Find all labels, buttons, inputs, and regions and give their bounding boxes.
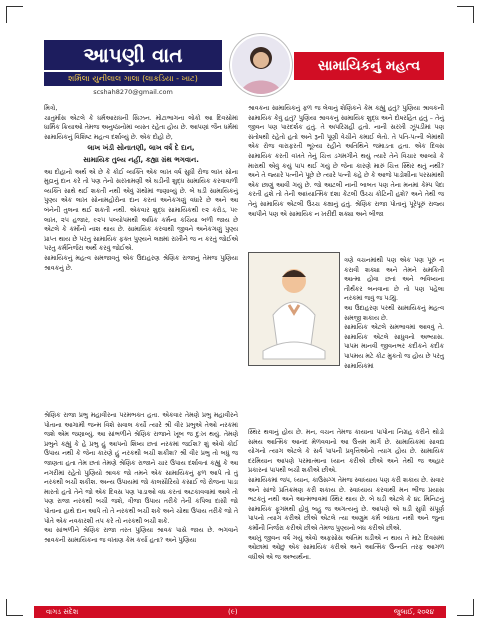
paragraph: ચાતુર્માસ એટલે કે ધર્મઆરાધની સિઝન. મોટાભાગના લોકો આ દિવસોમાં ધાર્મિક ક્રિયાઓ તેમજ અનુષ્ઠાનોમાં વ્યસ્ત રહેતા હોય છે. આપણાં જૈન ધર્મમાં સામાયિકનું વિશિષ્ટ મહત્વ દર્શાવ્યું છે. એક દોહો છે, [44,114,238,141]
meditation-illustration [248,252,340,366]
paragraph: સામાયિકનું મહત્વ સમજાવતું એક ઉદાહરણ શ્રેણિક રાજાનું તેમજ પુણિયા શ્રાવકનું છે. [44,254,238,272]
left-column [44,104,238,273]
paragraph: આ દોહાનો અર્થ એ છે કે કોઈ વ્યક્તિ એક લાખ વર્ષ સુધી રોજ લાખ સોના મુદ્રાનું દાન કરે તો પણ તેનો સરખામણી એ ઘડીની શુદ્ધ સામાયિક કરવાવાળી વ્યક્તિ સાથે થઈ શકતી નથી એવું ગ્રંથોમાં જણાવ્યું છે. બે ઘડી સામાયિકનું પુણ્ય એક લાખ સોનામહોરોના દાન કરતાં અનેકગણું વધારે છે અને આ બંનેની તુલના થઈ શકતી નથી. એકવાર શુદ્ધ સામાયિકથી ૯૨ કરોડ, ૫૯ લાખ, ૨૫ હજાર, ૯૨૫ પલ્યોપમથી અધિક કર્મના કચિયા બળી જાય છે એટલે કે કર્મોનો નાશ થાય છે. સામાયિક કરવાથી જીવને અનેકગણું પુણ્ય પ્રાપ્ત થાય છે પરંતુ સામાયિક ફક્ત પુણ્યને લક્ષમાં રાખીને જ ન કરતું જોઈએ પરંતુ કર્મનિર્જરા અર્થે કરવું જોઈએ. [44,168,238,253]
paragraph: સામાયિક એટલે સમભાવમાં આવવું તે. સામાયિક એટલે સાધુવનો અભ્યાસ. પાપમ માનવી જીવનભર કદીકને કદીક પાપમય મટે કોટ મુકતો જ હોય છે પરંતુ સામાયિકમાં [344,324,444,370]
paragraph: આખું જીવન વર્ષ ગયું એવો અફસોસ અંતિમ ઘડીએ ન થાય તે માટે દિવસમાં ઓછામાં ઓછું એક સામાયિક કરીએ અને આત્મિક ઉન્નતિ તરફ આગળ વધીએ એ જ અભ્યર્થના. [248,534,444,561]
crop-mark-top-left [6,6,23,23]
doha-line: લાખ ખંડી સોનાતણી, લાખ વર્ષ દે દાન, [87,144,195,153]
doha-line: સામાયિક તુલ્ય નહીં, કહ્યા ગ્રંથ ભગવાન. [83,155,199,164]
crop-mark-bottom-left [6,599,23,616]
issue-date: જુલાઈ, ૨૦૨૪ [393,608,434,616]
left-column-bottom [44,411,238,545]
magazine-name: વાગડ સંદેશ [46,608,79,616]
right-column-narrow [344,256,444,371]
paragraph: આ ઉદાહરણ પરથી સામાયિકનું મહત્વ સમજી શકાય છે. [344,304,444,322]
column-title: આપણી વાત [44,40,222,70]
paragraph: આ સાંભળીને શ્રેણિક રાજા તરત પુણિયા શ્રાવક પાસે જાય છે. ભગવાને શ્રાવકની સામાયિકના જ વખાણ કેમ કર્યા હતા? અને પુણિયા [44,527,238,544]
right-column-bottom [248,428,444,562]
crop-mark-bottom-right [457,599,474,616]
right-column [248,104,444,219]
paragraph: સ્થિર થવાનું હોય છે. મન, વચન તેમજ કાયાના પાપોના નિગ્રહ કરીને થોડો સમય આત્મિક આનંદ મેળવવાનો આ ઉત્તમ માર્ગ છે. સામાયિકમાં સાવદ્ય યોગનો ત્યાગ એટલે કે સર્વ પાપની પ્રવૃત્તિઓનો ત્યાગ હોય છે. સામાયિક દરમિયાન આપણે પરમાત્માના ધ્યાન કરીએ છીએ અને તેથી જ અહાર પ્રકારનાં પાપથી બચી શકીએ છીએ. [248,429,444,475]
greeting: મિત્રો, [44,105,58,112]
paragraph: શ્રેણિક રાજા પ્રભુ મહાવીરના પરમભક્ત હતા. એકવાર તેમણે પ્રભુ મહાવીરને પોતાના આગામી જન્મ વિશે સવાલ કર્યો ત્યારે શ્રી વીર પ્રભુએ તેઓ નરકમાં જશે એમ જણાવ્યું. આ સાંભળીને શ્રેણિક રાજાને ખૂબ જ દુઃખ થયું. તેમણે પ્રભુને કહ્યું કે હે પ્રભુ હું આપનો શિષ્ય છતાં નરકમાં જઈશ? શું એવો કોઈ ઉપાય નથી કે જેના કારણે હું નરકથી બચી શકીશ? શ્રી વીર પ્રભુ તો બધું જ જાણતા હતા તેમ છતાં તેમણે શ્રેણિક રાજાને ચાર ઉપાય દર્શાવતાં કહ્યું કે આ નગરીમાં રહેતો પુણિયો શ્રાવક જો તમને એક સામાયિકનું ફળ આપે તો તું નરકથી બચી શકીશ. અન્ય ઉપાયમાં જો કાલસૌરિયો કસાઈ જે રોજના પાડા મારતો હતો તેને જો એક દિવસ પણ પાડાઓ વધ કરતાં અટકાવવામાં આવે તો પણ રાજા નરકથી બચી જશે, ત્રીજા ઉપાય તરીકે તેની કપિલા દાસી જો પોતાના હાથે દાન આપે તો તે નરકથી બચી શકે અને ચોથા ઉપાય તરીકે જો તે પોતે એક નવકારશી તપ કરે તો નરકથી બચી શકે. [44,412,238,525]
author-photo [230,34,292,96]
author-email: scshah8270@gmail.com [93,88,173,96]
paragraph: સામાયિકમાં જપ, ધ્યાન, કાઉસગ્ગ તેમજ સ્વાધ્યાય પણ કરી શકાય છે. સવાર અને સાંજે પ્રતિક્રમણ કરી શકાય છે. સ્વાધ્યાય કરવાથી મન ભીંજ પ્રયાસ ભટકતું નથી અને આત્મભાવમાં સ્થિર થાય છે. બે ઘડી એટલે કે ૪૮ મિનિટનું સામાયિક ફૂગમથી હોવું બહુ જ અગત્યનું છે. આપણે એ ઘડી સુધી સંપૂર્ણ પાપનો ત્યાગ કરીએ છીએ એટલે ત્યા અણુમ કર્મ બાંધતા નથી અને જુના કર્મોની નિર્જરા કરીએ છીએ તેમજ પુણ્યનો બંધ કરીએ છીએ. [248,476,444,532]
column-header [44,40,222,98]
paragraph: શ્રાવકના સામાયિકનું ફળ જ લેવાનું શેણિકને કેમ કહ્યું હતું? પુણિયા શ્રાવકની સામાયિક કેવું હતું? પુણિયા શ્રાવકનું સામાયિક શુદ્ધ અને દોષરહિત હતું – તેનું જીવન પણ પારદર્શક હતું. તે અપરિગ્રહી હતો. નાની સરખી ઝૂંપડીમાં પણ સંતોષથી રહેતો હતો અને રૂની પૂણી વેચીને કમાઈ લેતો. તે પતિ-પત્ની બેમાંથી એક રોજ વારાફરતી ભૂખ્યા રહીને અતિથિને જમાડતા હતા. એક દિવસ સામાયિક કરતી વખતે તેનું ચિત્ત ડગમગીને થયું ત્યારે તેને વિચાર આવ્યો કે મારાથી એવું કયું પાપ થઈ ગયું છે જેના કારણે મારું ચિત્ત સ્થિર થતું નથી? અને તે જ્યારે પત્નીને પૂછે છે ત્યારે પત્ની કહે છે કે આજે પાડોશીના પરસમાંથી એક છાણું આવી ગયું છે. જો આટલી નાની બાબત પણ તેના મનમાં કેમ્પ પેદા કરતી હશે તો તેની આધ્યાત્મિક દશા કેટલી ઉચ્ચ કોટિની હશે? અને તેથી જ તેનું સામાયિક એટલી ઉચ્ચ કક્ષાનું હતું. શ્રેણિક રાજા પોતાનું પૂરેપૂરું રાજ્ય આપીને પણ એ સામાયિક ન ખરીદી શક્યા અને બીજા [248,105,444,218]
author-name: શર્મિલા યુનીલાલ ગાલા (લાકડિયા - ખાટ) [44,72,222,86]
crop-mark-top-right [457,6,474,23]
page-number: (૯) [228,608,238,616]
paragraph: ત્રણે વચનમાંથી પણ એક પણ પૂરું ન કરાવી શક્યા અને તેમને સમકિતી આત્મા હોવા છતાં અને ભવિષ્યના તીર્થંકર બનવાના છે તો પણ પહેલા નરકમાં જવું જ પડ્યું. [344,257,444,303]
page-footer [34,606,446,618]
magazine-page [44,40,444,596]
article-title-banner: સામાયિકનું મહત્વ [294,52,444,80]
